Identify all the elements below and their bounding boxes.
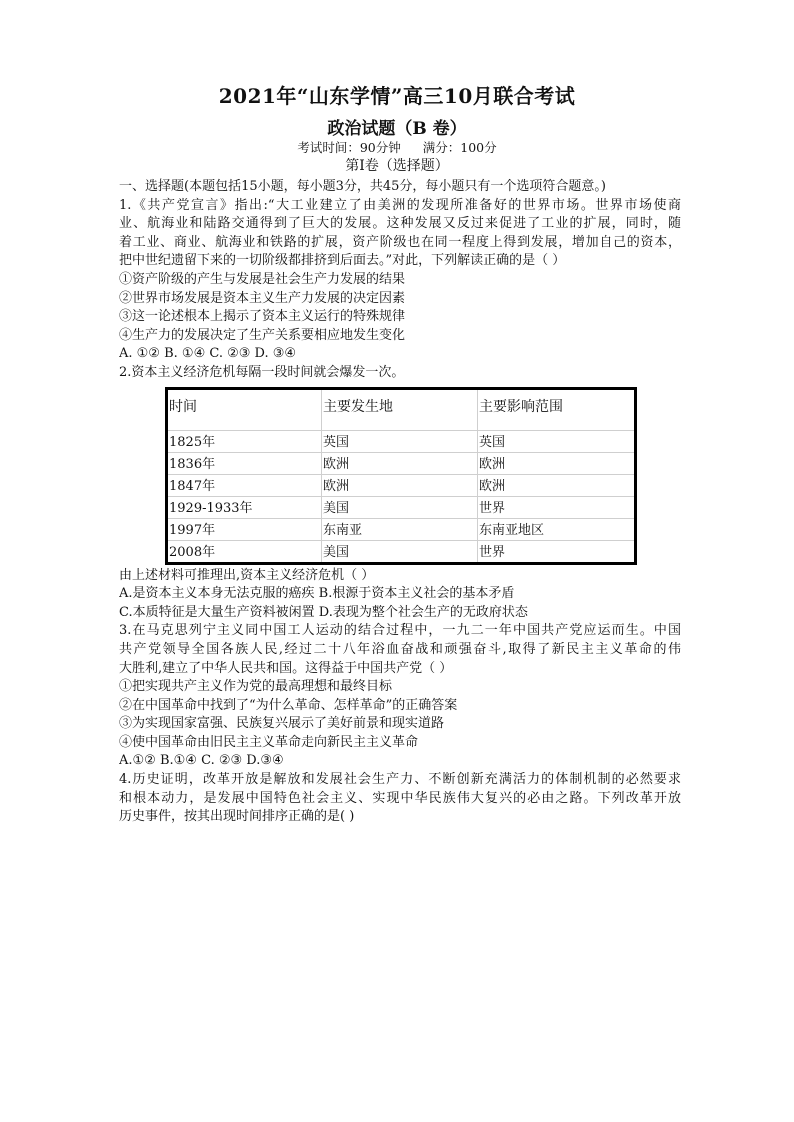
table-cell: 欧洲	[478, 452, 636, 474]
exam-meta	[0, 138, 794, 156]
table-cell: 美国	[322, 540, 478, 563]
question-body	[119, 178, 681, 827]
exam-time: 考试时间：90分钟	[297, 140, 401, 155]
table-cell: 1847年	[167, 474, 322, 496]
q1-item: ④生产力的发展决定了生产关系要相应地发生变化	[119, 327, 406, 343]
q3-item: ②在中国革命中找到了“为什么革命、怎样革命”的正确答案	[119, 697, 458, 713]
table-cell: 英国	[322, 430, 478, 452]
table-cell: 英国	[478, 430, 636, 452]
table-row	[167, 430, 636, 452]
question-3	[119, 622, 681, 771]
crisis-table	[165, 387, 637, 565]
question-1	[119, 197, 681, 364]
table-cell: 1997年	[167, 518, 322, 540]
q1-stem-line: 业、航海业和陆路交通得到了巨大的发展。这种发展又反过来促进了工业的扩展，同时，随	[119, 216, 681, 232]
table-row	[167, 518, 636, 540]
q2-followup: 由上述材料可推理出,资本主义经济危机（ ）	[119, 567, 375, 583]
full-score: 满分：100分	[422, 140, 497, 155]
table-header-row	[167, 388, 636, 430]
table-cell: 2008年	[167, 540, 322, 563]
table-cell: 东南亚	[322, 518, 478, 540]
q2-options: A.是资本主义本身无法克服的癌疾 B.根源于资本主义社会的基本矛盾	[119, 586, 515, 602]
table-row	[167, 540, 636, 563]
table-cell: 东南亚地区	[478, 518, 636, 540]
instructions: 一、选择题(本题包括15小题，每小题3分，共45分，每小题只有一个选项符合题意。)	[119, 179, 606, 194]
q1-stem-line: 把中世纪遗留下来的一切阶级都排挤到后面去。”对此，下列解读正确的是（ ）	[119, 253, 566, 269]
q3-stem-line: 共产党领导全国各族人民,经过二十八年浴血奋战和顽强奋斗,取得了新民主主义革命的伟	[119, 641, 681, 657]
table-row	[167, 496, 636, 518]
table-cell: 世界	[478, 496, 636, 518]
table-cell: 1825年	[167, 430, 322, 452]
question-2	[119, 364, 681, 622]
q3-item: ④使中国革命由旧民主主义革命走向新民主主义革命	[119, 734, 419, 750]
table-cell: 1836年	[167, 452, 322, 474]
table-cell: 世界	[478, 540, 636, 563]
exam-title: 2021年“山东学情”高三10月联合考试	[218, 84, 576, 108]
table-header-cell: 主要发生地	[322, 388, 478, 430]
q1-item: ①资产阶级的产生与发展是社会生产力发展的结果	[119, 271, 406, 287]
question-4	[119, 771, 681, 827]
q3-stem-line: 大胜利,建立了中华人民共和国。这得益于中国共产党（ ）	[119, 660, 453, 676]
q1-item: ③这一论述根本上揭示了资本主义运行的特殊规律	[119, 309, 406, 325]
table-cell: 1929-1933年	[167, 496, 322, 518]
table-cell: 欧洲	[322, 474, 478, 496]
q3-item: ③为实现国家富强、民族复兴展示了美好前景和现实道路	[119, 716, 445, 732]
table-header-cell: 时间	[167, 388, 322, 430]
exam-subtitle: 政治试题（B 卷）	[327, 119, 467, 139]
q3-item: ①把实现共产主义作为党的最高理想和最终目标	[119, 679, 393, 695]
q1-stem-line: 着工业、商业、航海业和铁路的扩展，资产阶级也在同一程度上得到发展，增加自己的资本，	[119, 234, 681, 250]
section-heading: 第Ⅰ卷（选择题）	[345, 158, 449, 174]
table-row	[167, 452, 636, 474]
table-cell: 欧洲	[478, 474, 636, 496]
q2-options: C.本质特征是大量生产资料被闲置 D.表现为整个社会生产的无政府状态	[119, 604, 528, 620]
table-cell: 欧洲	[322, 452, 478, 474]
table-header-cell: 主要影响范围	[478, 388, 636, 430]
table-row	[167, 474, 636, 496]
q3-options: A.①② B.①④ C. ②③ D.③④	[119, 753, 284, 769]
q4-stem-line: 4.历史证明，改革开放是解放和发展社会生产力、不断创新充满活力的体制机制的必然要求	[119, 772, 681, 788]
q1-item: ②世界市场发展是资本主义生产力发展的决定因素	[119, 290, 406, 306]
q4-stem-line: 历史事件，按其出现时间排序正确的是( )	[119, 809, 355, 825]
q1-stem-line: 1.《共产党宣言》指出:“大工业建立了由美洲的发现所准备好的世界市场。世界市场使商	[119, 197, 681, 213]
q3-stem-line: 3.在马克思列宁主义同中国工人运动的结合过程中，一九二一年中国共产党应运而生。中国	[119, 623, 681, 639]
table-cell: 美国	[322, 496, 478, 518]
q2-stem: 2.资本主义经济危机每隔一段时间就会爆发一次。	[119, 364, 405, 380]
q1-options: A. ①② B. ①④ C. ②③ D. ③④	[119, 346, 297, 362]
q4-stem-line: 和根本动力，是发展中国特色社会主义、实现中华民族伟大复兴的必由之路。下列改革开放	[119, 790, 681, 806]
